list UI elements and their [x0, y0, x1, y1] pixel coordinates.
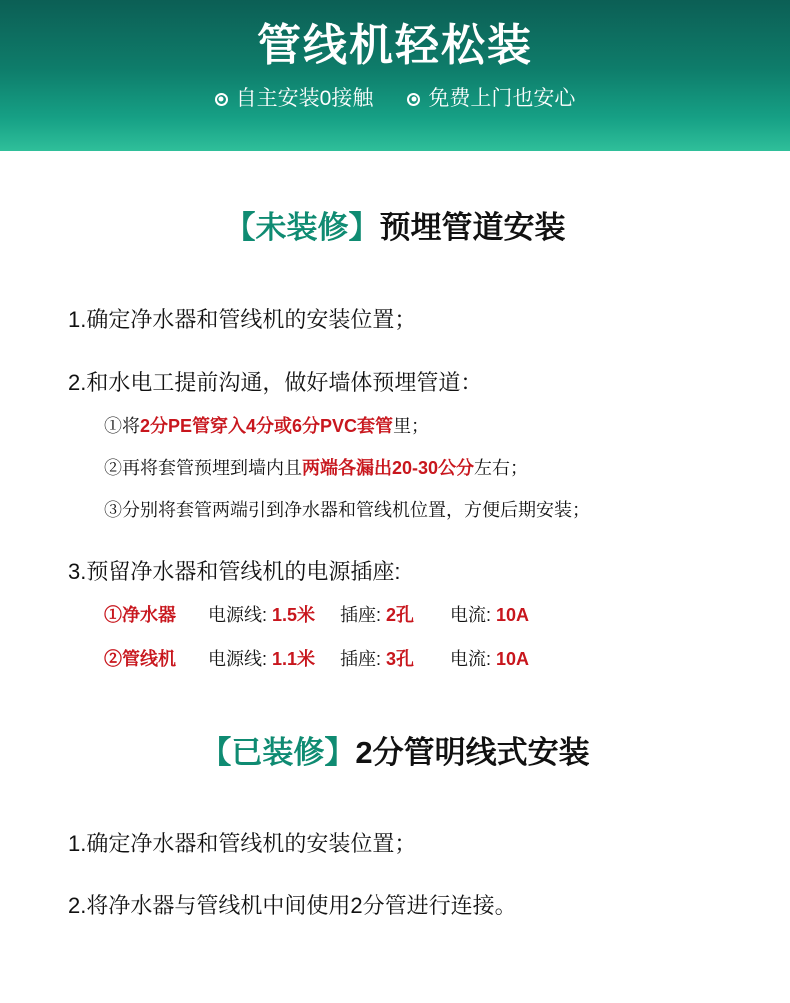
section-1-title-main: 预埋管道安装	[379, 210, 566, 245]
spec-row-1-socket-value: 2孔	[386, 605, 415, 625]
spec-row-1-power-value: 1.5米	[272, 605, 316, 625]
section-1-title	[30, 208, 760, 248]
sublist-item-1-pre: ①将	[104, 416, 140, 436]
sublist-item-1-emphasis: 2分PE管穿入4分或6分PVC套管	[140, 416, 394, 436]
section-2-title	[30, 733, 760, 773]
spec-row-2-power-label: 电源线:	[208, 649, 268, 669]
spec-row-1-current	[450, 601, 529, 629]
spec-row-1-power-label: 电源线:	[208, 605, 268, 625]
spec-row-2-current-value: 10A	[496, 649, 530, 669]
section-1-sublist	[30, 412, 760, 524]
spec-row-1-current-value: 10A	[496, 605, 530, 625]
sublist-item-2	[104, 454, 760, 482]
spec-row-water-purifier	[104, 601, 760, 629]
header-banner	[0, 0, 790, 151]
spec-row-2-power	[208, 645, 340, 673]
section-2-step-2: 2.将净水器与管线机中间使用2分管进行连接。	[68, 893, 517, 918]
spec-row-pipeline-machine	[104, 645, 760, 673]
spec-row-2-current-label: 电流:	[450, 649, 492, 669]
section-2-title-main: 2分管明线式安装	[355, 735, 590, 770]
spec-row-1-power	[208, 601, 340, 629]
banner-subitem-2-label: 免费上门也安心	[428, 87, 576, 110]
section-2-step-1: 1.确定净水器和管线机的安装位置；	[68, 831, 417, 856]
spec-row-1-name: ①净水器	[104, 605, 176, 625]
sublist-item-2-post: 左右；	[474, 458, 529, 478]
section-1-step-3: 3.预留净水器和管线机的电源插座:	[68, 559, 401, 584]
sublist-item-2-pre: ②再将套管预埋到墙内且	[104, 458, 302, 478]
spec-row-1-current-label: 电流:	[450, 605, 492, 625]
target-dot-icon	[407, 93, 420, 106]
spec-row-2-socket	[340, 645, 450, 673]
spec-row-2-name: ②管线机	[104, 649, 176, 669]
spec-row-2-power-value: 1.1米	[272, 649, 316, 669]
spec-row-1-socket	[340, 601, 450, 629]
section-1-step-1: 1.确定净水器和管线机的安装位置；	[68, 307, 417, 332]
sublist-item-3-pre: ③分别将套管两端引到净水器和管线机位置，方便后期安装；	[104, 500, 590, 520]
section-1-spec-table	[30, 601, 760, 673]
sublist-item-2-emphasis: 两端各漏出20-30公分	[302, 458, 475, 478]
content-body	[0, 208, 790, 921]
sublist-item-1-post: 里；	[393, 416, 430, 436]
banner-subitem-2	[407, 84, 575, 114]
target-dot-icon	[215, 93, 228, 106]
banner-title: 管线机轻松装	[257, 21, 533, 70]
spec-row-2-socket-value: 3孔	[386, 649, 415, 669]
sublist-item-1	[104, 412, 760, 440]
spec-row-2-current	[450, 645, 529, 673]
banner-subitem-1-label: 自主安装0接触	[235, 87, 374, 110]
sublist-item-3	[104, 496, 760, 524]
banner-subtitle-group	[0, 84, 790, 114]
section-2-title-bracket: 【已装修】	[200, 735, 356, 770]
spec-row-2-socket-label: 插座:	[340, 649, 382, 669]
spec-row-1-socket-label: 插座:	[340, 605, 382, 625]
section-1-step-2: 2.和水电工提前沟通，做好墙体预埋管道：	[68, 370, 483, 395]
section-1-title-bracket: 【未装修】	[224, 210, 380, 245]
banner-subitem-1	[215, 84, 374, 114]
